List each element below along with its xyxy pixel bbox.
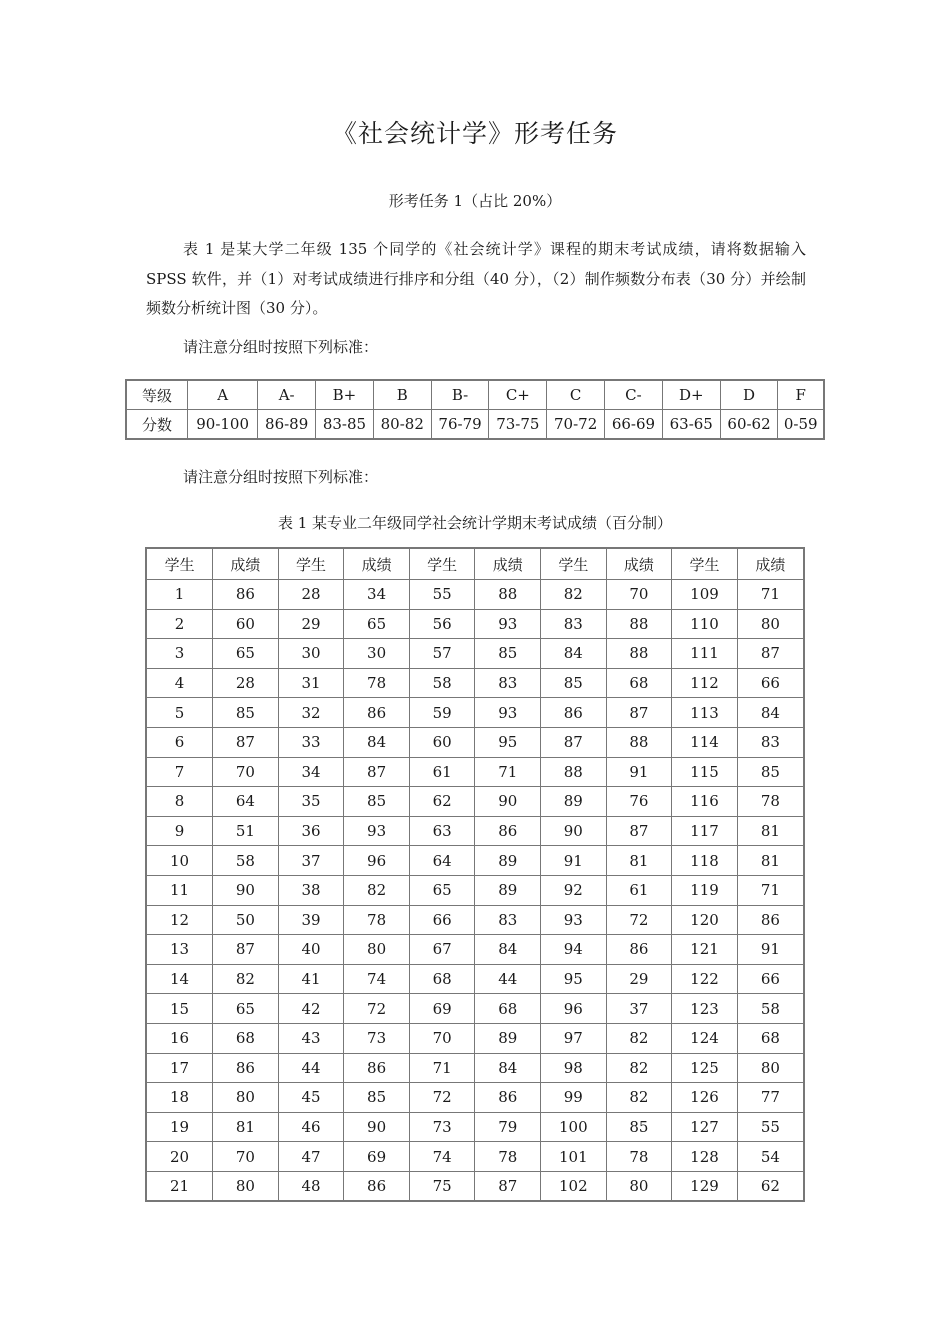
student-id-cell: 72 — [409, 1083, 475, 1113]
range-row-label: 分数 — [126, 410, 188, 440]
student-id-cell: 21 — [146, 1171, 213, 1201]
score-cell: 89 — [475, 846, 541, 876]
column-header: 学生 — [146, 548, 213, 580]
student-id-cell: 96 — [541, 994, 607, 1024]
score-cell: 70 — [213, 757, 279, 787]
score-cell: 88 — [606, 639, 672, 669]
range-cell: 60-62 — [720, 410, 778, 440]
score-cell: 61 — [606, 875, 672, 905]
score-cell: 84 — [737, 698, 804, 728]
student-id-cell: 119 — [672, 875, 738, 905]
student-id-cell: 118 — [672, 846, 738, 876]
student-id-cell: 57 — [409, 639, 475, 669]
score-cell: 90 — [344, 1112, 410, 1142]
task-description: 表 1 是某大学二年级 135 个同学的《社会统计学》课程的期末考试成绩，请将数据输入 SPSS 软件，并（1）对考试成绩进行排序和分组（40 分），（2）制作频数分布表（30 分）并绘制频数分析统计图（30 分）。 — [146, 240, 806, 317]
score-cell: 84 — [475, 1053, 541, 1083]
score-cell: 68 — [737, 1023, 804, 1053]
student-id-cell: 47 — [278, 1142, 344, 1172]
score-cell: 58 — [213, 846, 279, 876]
score-cell: 79 — [475, 1112, 541, 1142]
score-cell: 72 — [606, 905, 672, 935]
student-id-cell: 117 — [672, 816, 738, 846]
column-header: 学生 — [541, 548, 607, 580]
score-cell: 86 — [344, 1171, 410, 1201]
score-cell: 65 — [213, 639, 279, 669]
student-id-cell: 68 — [409, 964, 475, 994]
student-id-cell: 16 — [146, 1023, 213, 1053]
student-id-cell: 95 — [541, 964, 607, 994]
score-cell: 87 — [213, 727, 279, 757]
student-id-cell: 5 — [146, 698, 213, 728]
range-cell: 73-75 — [489, 410, 547, 440]
score-cell: 82 — [606, 1023, 672, 1053]
student-id-cell: 74 — [409, 1142, 475, 1172]
student-id-cell: 64 — [409, 846, 475, 876]
student-id-cell: 102 — [541, 1171, 607, 1201]
score-cell: 70 — [213, 1142, 279, 1172]
student-id-cell: 15 — [146, 994, 213, 1024]
score-cell: 82 — [344, 875, 410, 905]
student-id-cell: 36 — [278, 816, 344, 846]
column-header: 成绩 — [737, 548, 804, 580]
table-row — [146, 1112, 804, 1142]
student-id-cell: 38 — [278, 875, 344, 905]
score-cell: 71 — [475, 757, 541, 787]
student-id-cell: 55 — [409, 580, 475, 610]
score-cell: 78 — [344, 668, 410, 698]
student-id-cell: 65 — [409, 875, 475, 905]
student-id-cell: 34 — [278, 757, 344, 787]
grade-cell: D+ — [662, 380, 720, 410]
student-id-cell: 127 — [672, 1112, 738, 1142]
student-id-cell: 85 — [541, 668, 607, 698]
column-header: 成绩 — [213, 548, 279, 580]
student-id-cell: 120 — [672, 905, 738, 935]
score-cell: 65 — [344, 609, 410, 639]
score-cell: 87 — [737, 639, 804, 669]
student-id-cell: 11 — [146, 875, 213, 905]
score-cell: 85 — [344, 787, 410, 817]
table-row — [146, 1053, 804, 1083]
score-cell: 78 — [344, 905, 410, 935]
column-header: 成绩 — [344, 548, 410, 580]
score-table-header — [146, 548, 804, 580]
student-id-cell: 4 — [146, 668, 213, 698]
column-header: 成绩 — [475, 548, 541, 580]
student-id-cell: 12 — [146, 905, 213, 935]
score-cell: 88 — [475, 580, 541, 610]
student-id-cell: 1 — [146, 580, 213, 610]
student-id-cell: 19 — [146, 1112, 213, 1142]
score-cell: 87 — [606, 816, 672, 846]
score-cell: 78 — [737, 787, 804, 817]
grade-cell: A- — [258, 380, 316, 410]
table-row — [146, 1023, 804, 1053]
student-id-cell: 122 — [672, 964, 738, 994]
score-cell: 88 — [606, 727, 672, 757]
range-cell: 66-69 — [605, 410, 663, 440]
student-id-cell: 112 — [672, 668, 738, 698]
score-cell: 80 — [737, 609, 804, 639]
student-id-cell: 109 — [672, 580, 738, 610]
student-id-cell: 58 — [409, 668, 475, 698]
table-row — [146, 787, 804, 817]
score-cell: 74 — [344, 964, 410, 994]
student-id-cell: 70 — [409, 1023, 475, 1053]
score-cell: 83 — [737, 727, 804, 757]
score-cell: 82 — [213, 964, 279, 994]
student-id-cell: 35 — [278, 787, 344, 817]
score-cell: 73 — [344, 1023, 410, 1053]
score-cell: 86 — [475, 816, 541, 846]
score-cell: 89 — [475, 1023, 541, 1053]
student-id-cell: 125 — [672, 1053, 738, 1083]
score-cell: 60 — [213, 609, 279, 639]
score-cell: 82 — [606, 1053, 672, 1083]
table-row — [146, 727, 804, 757]
table-row — [146, 668, 804, 698]
student-id-cell: 124 — [672, 1023, 738, 1053]
score-cell: 72 — [344, 994, 410, 1024]
score-cell: 86 — [213, 580, 279, 610]
score-cell: 44 — [475, 964, 541, 994]
table-row — [146, 935, 804, 965]
table-row — [146, 846, 804, 876]
score-cell: 86 — [737, 905, 804, 935]
student-id-cell: 9 — [146, 816, 213, 846]
score-cell: 93 — [475, 609, 541, 639]
student-id-cell: 63 — [409, 816, 475, 846]
score-cell: 65 — [213, 994, 279, 1024]
student-id-cell: 97 — [541, 1023, 607, 1053]
student-id-cell: 88 — [541, 757, 607, 787]
student-id-cell: 17 — [146, 1053, 213, 1083]
student-id-cell: 3 — [146, 639, 213, 669]
score-cell: 86 — [344, 698, 410, 728]
score-cell: 81 — [606, 846, 672, 876]
student-id-cell: 7 — [146, 757, 213, 787]
student-id-cell: 116 — [672, 787, 738, 817]
table-row — [146, 1083, 804, 1113]
student-id-cell: 114 — [672, 727, 738, 757]
grade-row-label: 等级 — [126, 380, 188, 410]
student-id-cell: 84 — [541, 639, 607, 669]
score-cell: 91 — [606, 757, 672, 787]
score-cell: 80 — [213, 1171, 279, 1201]
score-cell: 80 — [213, 1083, 279, 1113]
table-row — [146, 639, 804, 669]
student-id-cell: 99 — [541, 1083, 607, 1113]
score-cell: 87 — [344, 757, 410, 787]
student-id-cell: 39 — [278, 905, 344, 935]
score-cell: 50 — [213, 905, 279, 935]
score-cell: 69 — [344, 1142, 410, 1172]
range-cell: 80-82 — [373, 410, 431, 440]
score-cell: 86 — [344, 1053, 410, 1083]
score-cell: 71 — [737, 875, 804, 905]
table-caption: 表 1 某专业二年级同学社会统计学期末考试成绩（百分制） — [277, 514, 673, 532]
score-cell: 83 — [475, 905, 541, 935]
student-id-cell: 66 — [409, 905, 475, 935]
score-cell: 86 — [606, 935, 672, 965]
student-id-cell: 69 — [409, 994, 475, 1024]
range-cell: 76-79 — [431, 410, 489, 440]
grade-row — [126, 380, 824, 410]
column-header: 学生 — [409, 548, 475, 580]
score-cell: 80 — [344, 935, 410, 965]
score-cell: 29 — [606, 964, 672, 994]
grouping-note-repeat: 请注意分组时按照下列标准： — [183, 468, 379, 486]
student-id-cell: 59 — [409, 698, 475, 728]
table-row — [146, 757, 804, 787]
score-cell: 90 — [213, 875, 279, 905]
score-cell: 66 — [737, 668, 804, 698]
student-id-cell: 129 — [672, 1171, 738, 1201]
student-id-cell: 60 — [409, 727, 475, 757]
student-id-cell: 29 — [278, 609, 344, 639]
score-cell: 68 — [213, 1023, 279, 1053]
score-cell: 54 — [737, 1142, 804, 1172]
grade-cell: C- — [605, 380, 663, 410]
student-id-cell: 33 — [278, 727, 344, 757]
score-table-body — [146, 580, 804, 1202]
grade-cell: D — [720, 380, 778, 410]
score-cell: 81 — [737, 816, 804, 846]
score-cell: 90 — [475, 787, 541, 817]
student-id-cell: 115 — [672, 757, 738, 787]
score-cell: 80 — [606, 1171, 672, 1201]
score-cell: 71 — [737, 580, 804, 610]
student-id-cell: 98 — [541, 1053, 607, 1083]
student-id-cell: 113 — [672, 698, 738, 728]
score-cell: 95 — [475, 727, 541, 757]
table-row — [146, 875, 804, 905]
task-subtitle: 形考任务 1（占比 20%） — [388, 192, 562, 210]
score-cell: 55 — [737, 1112, 804, 1142]
grade-cell: B — [373, 380, 431, 410]
student-id-cell: 10 — [146, 846, 213, 876]
score-cell: 84 — [475, 935, 541, 965]
score-cell: 85 — [213, 698, 279, 728]
grade-cell: F — [778, 380, 824, 410]
table-row — [146, 964, 804, 994]
student-id-cell: 18 — [146, 1083, 213, 1113]
range-cell: 0-59 — [778, 410, 824, 440]
student-id-cell: 2 — [146, 609, 213, 639]
score-cell: 81 — [213, 1112, 279, 1142]
student-id-cell: 128 — [672, 1142, 738, 1172]
score-cell: 28 — [213, 668, 279, 698]
student-id-cell: 123 — [672, 994, 738, 1024]
grade-cell: A — [188, 380, 258, 410]
range-cell: 86-89 — [258, 410, 316, 440]
table-row — [146, 609, 804, 639]
score-cell: 70 — [606, 580, 672, 610]
student-id-cell: 42 — [278, 994, 344, 1024]
student-id-cell: 91 — [541, 846, 607, 876]
student-id-cell: 110 — [672, 609, 738, 639]
student-id-cell: 101 — [541, 1142, 607, 1172]
range-row — [126, 410, 824, 440]
document-title: 《社会统计学》形考任务 — [331, 119, 618, 148]
score-cell: 88 — [606, 609, 672, 639]
table-row — [146, 816, 804, 846]
student-id-cell: 111 — [672, 639, 738, 669]
score-cell: 85 — [344, 1083, 410, 1113]
student-id-cell: 31 — [278, 668, 344, 698]
student-id-cell: 90 — [541, 816, 607, 846]
grouping-note: 请注意分组时按照下列标准： — [183, 338, 379, 356]
score-cell: 80 — [737, 1053, 804, 1083]
grade-cell: C+ — [489, 380, 547, 410]
score-cell: 68 — [606, 668, 672, 698]
student-id-cell: 32 — [278, 698, 344, 728]
score-cell: 76 — [606, 787, 672, 817]
table-row — [146, 698, 804, 728]
table-row — [146, 905, 804, 935]
student-id-cell: 40 — [278, 935, 344, 965]
score-table — [145, 547, 805, 1202]
student-id-cell: 13 — [146, 935, 213, 965]
score-cell: 62 — [737, 1171, 804, 1201]
score-cell: 68 — [475, 994, 541, 1024]
student-id-cell: 87 — [541, 727, 607, 757]
student-id-cell: 30 — [278, 639, 344, 669]
score-cell: 81 — [737, 846, 804, 876]
student-id-cell: 62 — [409, 787, 475, 817]
column-header: 学生 — [672, 548, 738, 580]
score-cell: 91 — [737, 935, 804, 965]
student-id-cell: 75 — [409, 1171, 475, 1201]
student-id-cell: 86 — [541, 698, 607, 728]
score-cell: 87 — [475, 1171, 541, 1201]
student-id-cell: 100 — [541, 1112, 607, 1142]
score-cell: 87 — [606, 698, 672, 728]
student-id-cell: 93 — [541, 905, 607, 935]
score-cell: 37 — [606, 994, 672, 1024]
student-id-cell: 61 — [409, 757, 475, 787]
student-id-cell: 48 — [278, 1171, 344, 1201]
score-cell: 85 — [606, 1112, 672, 1142]
score-cell: 78 — [475, 1142, 541, 1172]
score-cell: 85 — [737, 757, 804, 787]
range-cell: 83-85 — [316, 410, 374, 440]
student-id-cell: 44 — [278, 1053, 344, 1083]
score-cell: 30 — [344, 639, 410, 669]
student-id-cell: 83 — [541, 609, 607, 639]
score-cell: 86 — [475, 1083, 541, 1113]
student-id-cell: 45 — [278, 1083, 344, 1113]
score-cell: 66 — [737, 964, 804, 994]
student-id-cell: 28 — [278, 580, 344, 610]
student-id-cell: 43 — [278, 1023, 344, 1053]
range-cell: 63-65 — [662, 410, 720, 440]
student-id-cell: 56 — [409, 609, 475, 639]
grade-table — [125, 379, 825, 440]
table-row — [146, 580, 804, 610]
score-cell: 83 — [475, 668, 541, 698]
student-id-cell: 14 — [146, 964, 213, 994]
score-cell: 89 — [475, 875, 541, 905]
table-row — [146, 994, 804, 1024]
score-cell: 87 — [213, 935, 279, 965]
range-cell: 90-100 — [188, 410, 258, 440]
grade-cell: C — [547, 380, 605, 410]
grade-cell: B- — [431, 380, 489, 410]
grade-cell: B+ — [316, 380, 374, 410]
table-row — [146, 1171, 804, 1201]
student-id-cell: 94 — [541, 935, 607, 965]
score-cell: 34 — [344, 580, 410, 610]
student-id-cell: 92 — [541, 875, 607, 905]
student-id-cell: 67 — [409, 935, 475, 965]
student-id-cell: 73 — [409, 1112, 475, 1142]
student-id-cell: 121 — [672, 935, 738, 965]
column-header: 学生 — [278, 548, 344, 580]
score-cell: 58 — [737, 994, 804, 1024]
student-id-cell: 82 — [541, 580, 607, 610]
student-id-cell: 37 — [278, 846, 344, 876]
score-cell: 84 — [344, 727, 410, 757]
score-cell: 82 — [606, 1083, 672, 1113]
score-cell: 86 — [213, 1053, 279, 1083]
score-cell: 93 — [475, 698, 541, 728]
score-cell: 85 — [475, 639, 541, 669]
student-id-cell: 126 — [672, 1083, 738, 1113]
column-header: 成绩 — [606, 548, 672, 580]
score-cell: 78 — [606, 1142, 672, 1172]
student-id-cell: 46 — [278, 1112, 344, 1142]
score-cell: 64 — [213, 787, 279, 817]
score-cell: 93 — [344, 816, 410, 846]
score-cell: 51 — [213, 816, 279, 846]
student-id-cell: 20 — [146, 1142, 213, 1172]
score-cell: 96 — [344, 846, 410, 876]
student-id-cell: 71 — [409, 1053, 475, 1083]
score-cell: 77 — [737, 1083, 804, 1113]
student-id-cell: 89 — [541, 787, 607, 817]
table-row — [146, 1142, 804, 1172]
student-id-cell: 8 — [146, 787, 213, 817]
range-cell: 70-72 — [547, 410, 605, 440]
student-id-cell: 6 — [146, 727, 213, 757]
student-id-cell: 41 — [278, 964, 344, 994]
